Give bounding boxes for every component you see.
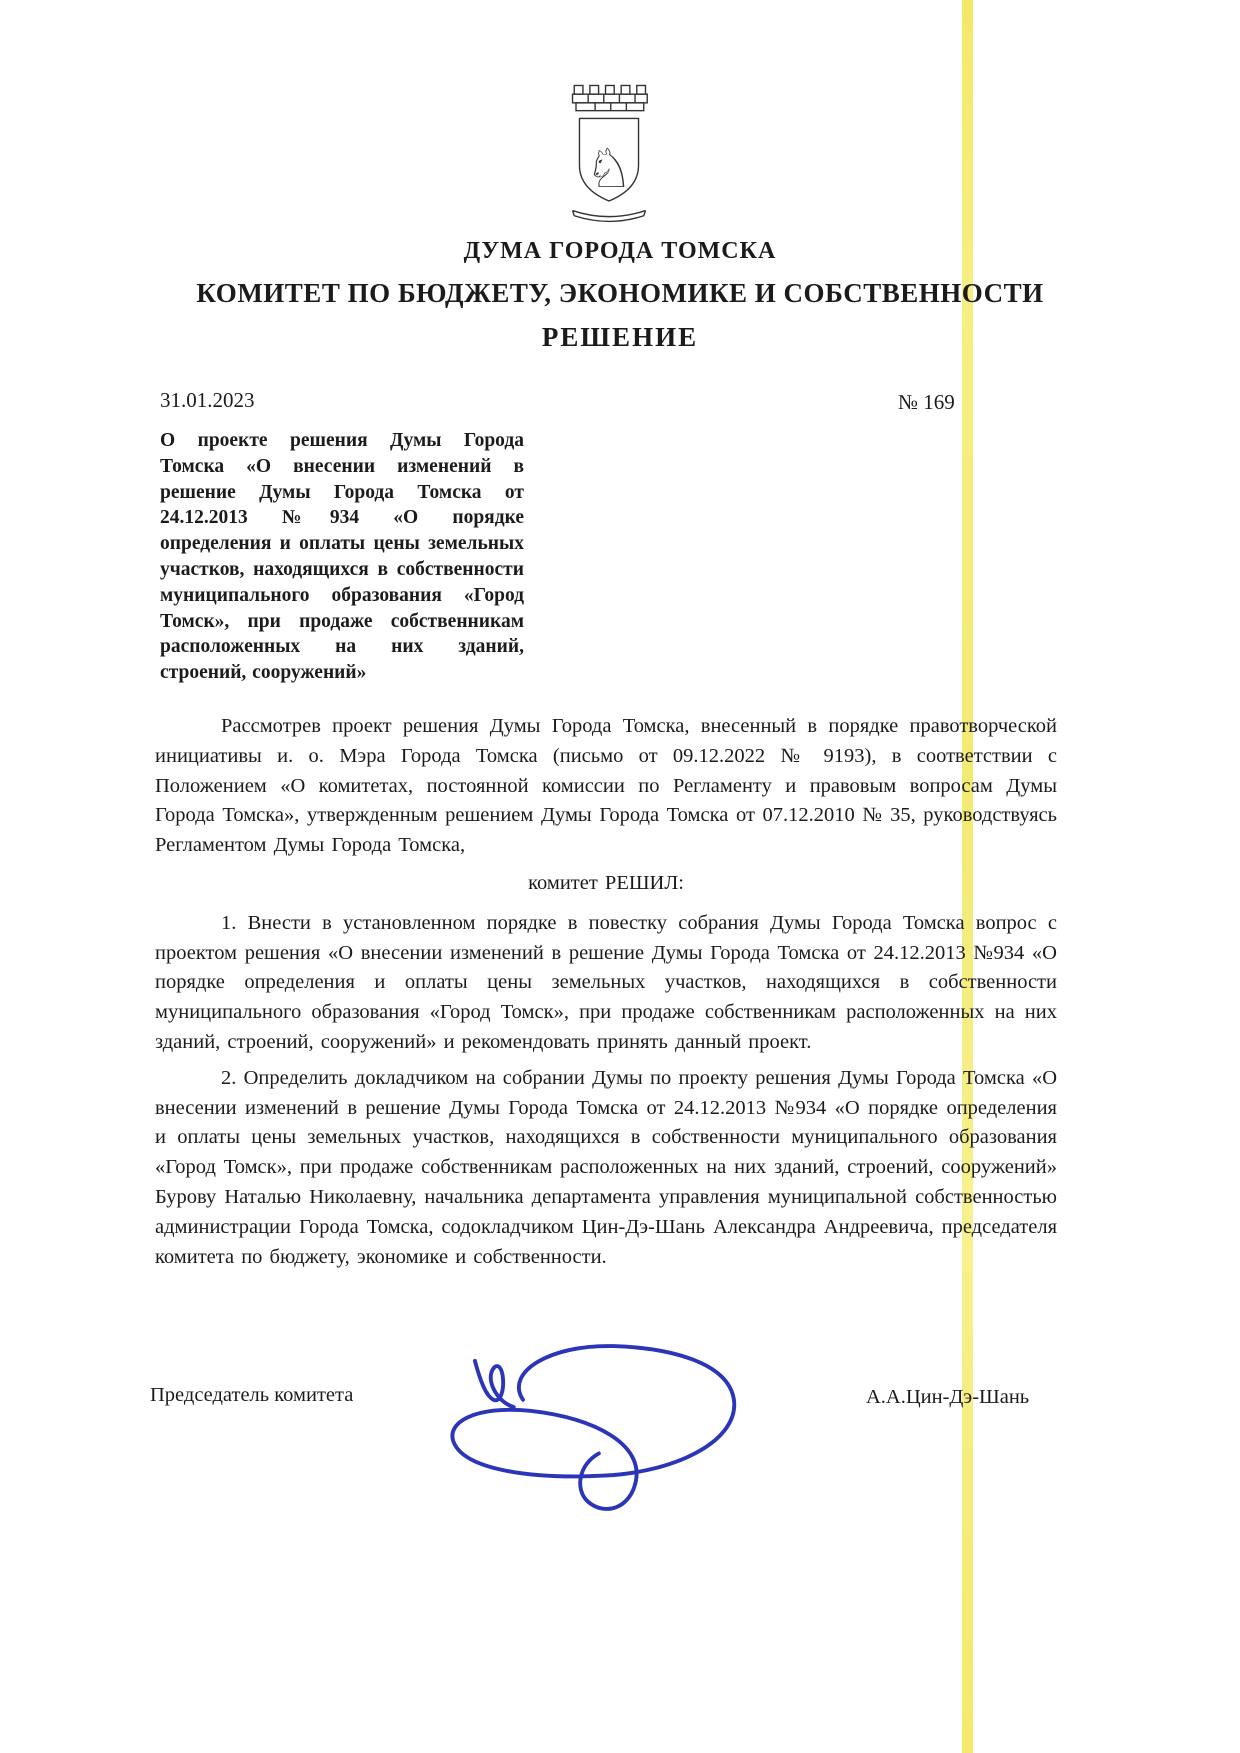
committee-title: КОМИТЕТ ПО БЮДЖЕТУ, ЭКОНОМИКЕ И СОБСТВЕННОСТИ bbox=[196, 278, 1044, 308]
signer-position-label: Председатель комитета bbox=[150, 1384, 354, 1406]
document-subject: О проекте решения Думы Города Томска «О внесении изменений в решение Думы Города Томска от 24.12.2013 №934 «О порядке определения и оплаты цены земельных участков, находящихся в собственности муниципального образования «Город Томск», при продаже собственникам расположенных на них зданий, строений, сооружений» bbox=[160, 430, 524, 684]
document-type-heading: РЕШЕНИЕ bbox=[541, 322, 699, 352]
tomsk-coat-of-arms-icon bbox=[540, 82, 678, 234]
signer-name: А.А.Цин-Дэ-Шань bbox=[866, 1386, 1030, 1408]
document-number: № 169 bbox=[898, 390, 955, 414]
document-date: 31.01.2023 bbox=[160, 388, 255, 412]
document-body bbox=[155, 712, 1057, 1278]
resolution-item-1: 1. Внести в установленном порядке в повестку собрания Думы Города Томска вопрос с проектом решения «О внесении изменений в решение Думы Города Томска от 24.12.2013 №934 «О порядке определения и оплаты цены земельных участков, находящихся в собственности муниципального образования «Город Томск», при продаже собственникам расположенных на них зданий, строений, сооружений» и рекомендовать принять данный проект. bbox=[155, 911, 1057, 1053]
resolution-intro: комитет РЕШИЛ: bbox=[528, 871, 684, 894]
resolution-item-2: 2. Определить докладчиком на собрании Думы по проекту решения Думы Города Томска «О внесении изменений в решение Думы Города Томска от 24.12.2013 №934 «О порядке определения и оплаты цены земельных участков, находящихся в собственности муниципального образования «Город Томск», при продаже собственникам расположенных на них зданий, строений, сооружений» Бурову Наталью Николаевну, начальника департамента управления муниципальной собственностью администрации Города Томска, содокладчиком Цин-Дэ-Шань Александра Андреевича, председателя комитета по бюджету, экономике и собственности. bbox=[155, 1066, 1057, 1268]
handwritten-signature bbox=[360, 1335, 760, 1520]
organization-title: ДУМА ГОРОДА ТОМСКА bbox=[463, 238, 777, 264]
svg-text:♘: ♘ bbox=[584, 137, 634, 201]
preamble-paragraph: Рассмотрев проект решения Думы Города Томска, внесенный в порядке правотворческой инициативы и. о. Мэра Города Томска (письмо от 09.12.2022 № 9193), в соответствии с Положением «О комитетах, постоянной комиссии по Регламенту и правовым вопросам Думы Города Томска», утвержденным решением Думы Города Томска от 07.12.2010 № 35, руководствуясь Регламентом Думы Города Томска, bbox=[155, 715, 1057, 857]
